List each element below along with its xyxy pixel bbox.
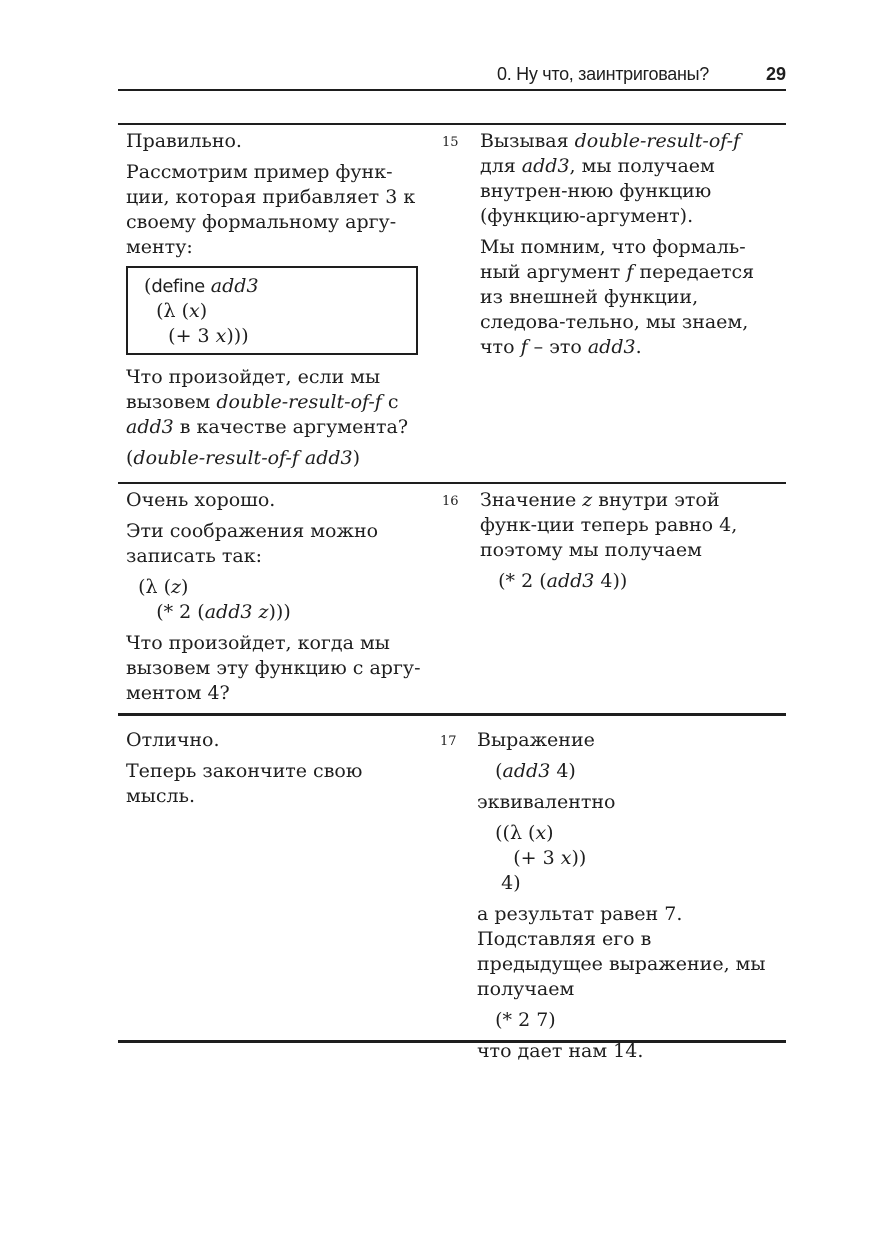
dialog-row-15 <box>118 129 786 479</box>
footnote-number: 17 <box>440 734 457 749</box>
text: Выражение <box>477 729 595 751</box>
running-header <box>118 58 786 91</box>
text: а результат равен 7. Подставляя его в предыдущее выражение, мы получаем <box>477 903 766 1000</box>
text: Теперь закончите свою мысль. <box>126 760 363 807</box>
code-snippet: (* 2 (add3 4)) <box>498 570 628 592</box>
row-divider-16-17 <box>118 713 786 716</box>
text: Эти соображения можно записать так: <box>126 520 379 567</box>
code-box: (define add3 (λ (x) (+ 3 x))) <box>126 266 418 355</box>
page-number: 29 <box>765 64 786 84</box>
question-column <box>126 728 426 815</box>
text: Что произойдет, когда мы вызовем эту функцию с аргу-ментом 4? <box>126 632 421 704</box>
footnote-number: 16 <box>442 494 459 509</box>
code-snippet: ((λ (x) (+ 3 x)) 4) <box>495 822 587 894</box>
answer-column <box>480 129 780 366</box>
code-snippet: (* 2 7) <box>495 1009 556 1031</box>
text: Отлично. <box>126 729 220 751</box>
dialog-row-16 <box>118 488 786 710</box>
question-column <box>126 488 426 712</box>
code-snippet: (add3 4) <box>495 760 576 782</box>
answer-column <box>477 728 777 1070</box>
row-divider-15-16 <box>118 482 786 484</box>
text: Рассмотрим пример функ-ции, которая прибавляет 3 к своему формальному аргу-менту: <box>126 161 416 258</box>
text: Вызывая double-result-of-f для add3, мы получаем внутрен-нюю функцию (функцию-аргумент). <box>480 130 741 227</box>
text: Мы помним, что формаль-ный аргумент f передается из внешней функции, следова-тельно, мы знаем, что f – это add3. <box>480 236 755 358</box>
dialog-row-17 <box>118 728 786 1062</box>
text: Правильно. <box>126 130 242 152</box>
text: эквивалентно <box>477 791 616 813</box>
question-column <box>126 129 426 477</box>
text: что дает нам 14. <box>477 1040 644 1062</box>
text: (double-result-of-f add3) <box>126 447 361 469</box>
text: Что произойдет, если мы вызовем double-result-of-f с add3 в качестве аргумента? <box>126 366 409 438</box>
answer-column <box>480 488 780 600</box>
footnote-number: 15 <box>442 135 459 150</box>
text: Очень хорошо. <box>126 489 276 511</box>
text: Значение z внутри этой функ-ции теперь равно 4, поэтому мы получаем <box>480 489 738 561</box>
row-divider-top <box>118 123 786 125</box>
code-snippet: (λ (z) (* 2 (add3 z))) <box>138 576 291 623</box>
chapter-title: 0. Ну что, заинтригованы? <box>497 64 709 84</box>
